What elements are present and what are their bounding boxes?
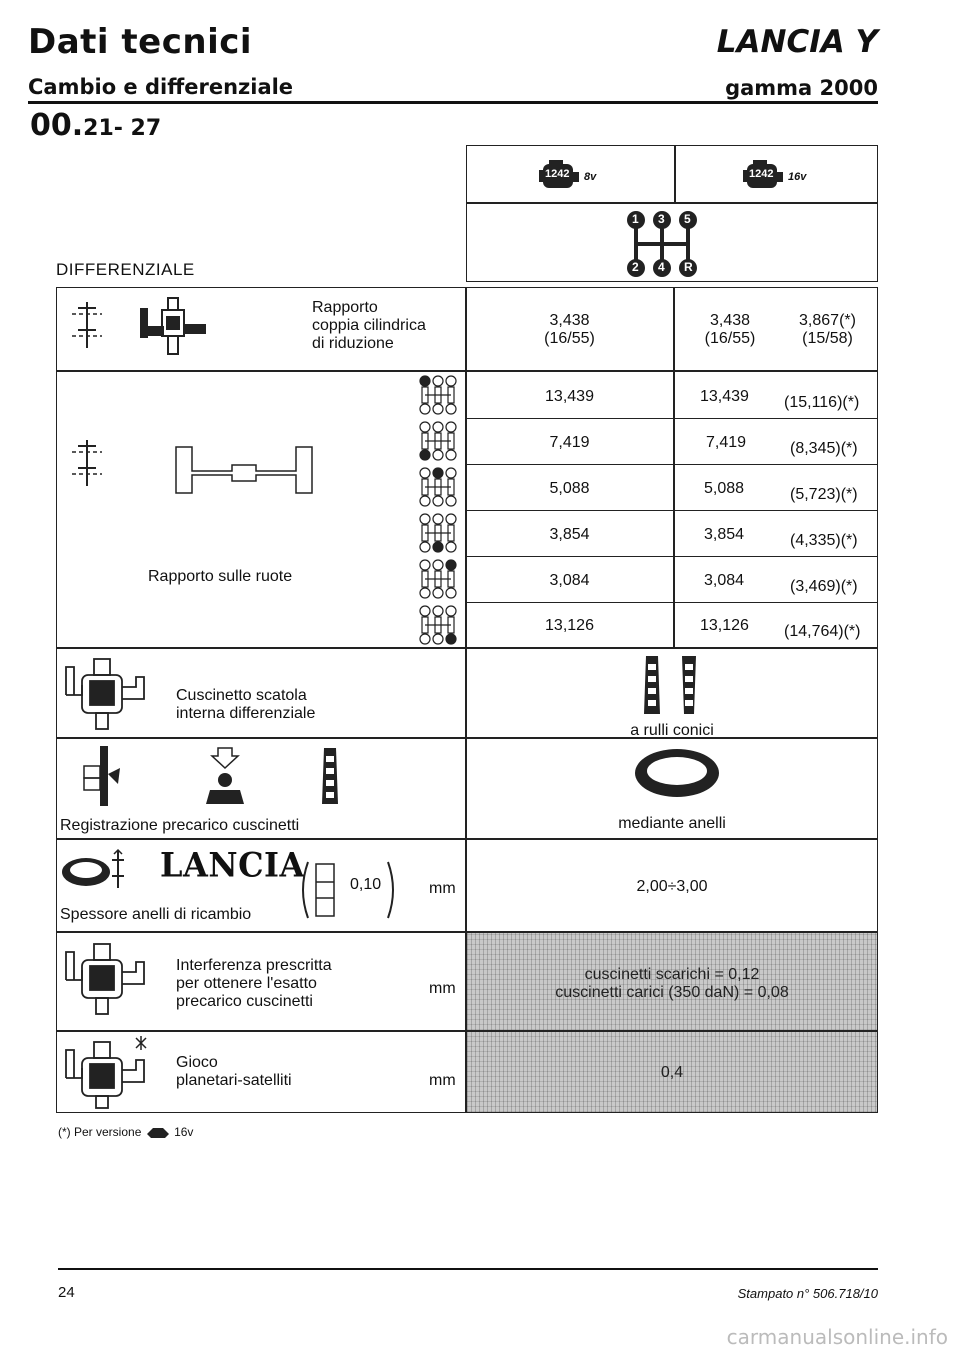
- interference-label-line2: per ottenere l'esatto: [176, 975, 317, 992]
- engine-8v-code: 1242: [545, 168, 570, 180]
- ratio-gear2-8v: 7,419: [549, 434, 590, 451]
- shim-ring-icon: [632, 746, 722, 800]
- engine-header-table: [466, 145, 878, 282]
- interference-value: [467, 966, 877, 1002]
- interference-value-line1: cuscinetti scarichi = 0,12: [584, 966, 760, 983]
- ratio-gear1-16v: 13,439: [700, 388, 749, 405]
- wheel-ratio-label: Rapporto sulle ruote: [148, 568, 293, 585]
- shim-thickness-icon: [60, 848, 130, 890]
- header-rule: [28, 101, 878, 104]
- footnote: [58, 1125, 193, 1140]
- gear-pattern-4-icon: [418, 513, 458, 553]
- final-drive-16v: [680, 312, 780, 348]
- backlash-label-line1: Gioco: [176, 1054, 218, 1071]
- differential-case-icon: [60, 940, 150, 1016]
- final-drive-label-line3: di riduzione: [312, 335, 394, 352]
- gear-pattern-3-icon: [418, 467, 458, 507]
- shaft-symbol-icon: [70, 300, 104, 350]
- model-range: gamma 2000: [725, 76, 878, 100]
- bearing-label-line2: interna differenziale: [176, 705, 316, 722]
- gear-label-1: 1: [632, 212, 639, 226]
- ratio-gear5-16v-alt: (3,469)(*): [790, 578, 858, 595]
- ratio-gear2-16v-alt: (8,345)(*): [790, 440, 858, 457]
- lancia-logo: LANCIA: [160, 845, 305, 885]
- bearing-ring-icon: [320, 746, 350, 806]
- engine-8v-valves: 8v: [584, 171, 597, 183]
- ratio-gearr-16v: 13,126: [700, 617, 749, 634]
- gear-pattern-5-icon: [418, 559, 458, 599]
- page-number: 24: [58, 1284, 75, 1301]
- shim-unit: mm: [429, 880, 456, 897]
- final-drive-16v-alt-ratio: (15/58): [802, 330, 853, 347]
- bearing-label-line1: Cuscinetto scatola: [176, 687, 307, 704]
- final-drive-label: [312, 299, 426, 353]
- gear-pattern-r-icon: [418, 605, 458, 645]
- differential-case-icon: [60, 655, 150, 731]
- bearing-puller-icon: [80, 746, 140, 806]
- gear-label-3: 3: [658, 212, 665, 226]
- brand-name: LANCIA Y: [716, 24, 878, 60]
- interference-unit: mm: [429, 980, 456, 997]
- gear-shift-diagram: [622, 208, 722, 278]
- final-drive-label-line2: coppia cilindrica: [312, 317, 426, 334]
- gear-label-2: 2: [632, 260, 639, 274]
- engine-16v-cell: [675, 146, 879, 202]
- final-drive-8v-ratio: (16/55): [544, 330, 595, 347]
- shim-value: 2,00÷3,00: [636, 878, 708, 895]
- final-drive-8v: [466, 312, 673, 348]
- section-code-rest: 21- 27: [83, 116, 162, 141]
- gear-pattern-1-icon: [418, 375, 458, 415]
- ratio-gear4-16v-alt: (4,335)(*): [790, 532, 858, 549]
- shaft-symbol-icon: [70, 438, 104, 488]
- gear-label-4: 4: [658, 260, 665, 274]
- section-code-main: 00.: [30, 108, 84, 143]
- watermark: carmanualsonline.info: [726, 1325, 948, 1349]
- shim-label: Spessore anelli di ricambio: [60, 906, 252, 923]
- ratio-gear3-16v-alt: (5,723)(*): [790, 486, 858, 503]
- final-drive-16v-alt: [780, 312, 875, 348]
- axle-shaft-icon: [172, 443, 322, 497]
- section-title: DIFFERENZIALE: [56, 260, 195, 279]
- operator-press-icon: [200, 746, 250, 806]
- interference-label-line1: Interferenza prescritta: [176, 957, 332, 974]
- footnote-prefix: (*) Per versione: [58, 1125, 142, 1139]
- document-title: Dati tecnici: [28, 22, 253, 62]
- preload-value: mediante anelli: [618, 815, 726, 832]
- gear-label-r: R: [684, 260, 693, 274]
- final-drive-8v-value: 3,438: [549, 312, 590, 329]
- ratio-gear5-16v: 3,084: [704, 572, 745, 589]
- engine-8v-cell: [467, 146, 674, 202]
- engine-small-icon: [145, 1126, 171, 1140]
- backlash-value: 0,4: [660, 1064, 684, 1081]
- final-drive-16v-ratio: (16/55): [704, 330, 756, 347]
- backlash-unit: mm: [429, 1072, 456, 1089]
- final-drive-label-line1: Rapporto: [312, 299, 378, 316]
- ratio-gear1-8v: 13,439: [545, 388, 594, 405]
- final-drive-16v-alt-value: 3,867(*): [799, 312, 856, 329]
- document-subtitle: Cambio e differenziale: [28, 75, 294, 99]
- bearing-label: [176, 687, 315, 723]
- engine-16v-code: 1242: [749, 168, 774, 180]
- ratio-gear2-16v: 7,419: [706, 434, 747, 451]
- bearing-value: a rulli conici: [630, 722, 714, 739]
- tapered-roller-bearing-icon: [640, 652, 710, 718]
- gear-pattern-2-icon: [418, 421, 458, 461]
- interference-label-line3: precarico cuscinetti: [176, 993, 313, 1010]
- ratio-gear5-8v: 3,084: [549, 572, 590, 589]
- footer-rule: [58, 1268, 878, 1270]
- shim-step-bracket: [296, 860, 400, 920]
- differential-gears-icon: [60, 1034, 156, 1110]
- engine-16v-valves: 16v: [788, 171, 807, 183]
- gear-label-5: 5: [684, 212, 691, 226]
- ratio-gearr-16v-alt: (14,764)(*): [784, 623, 861, 640]
- preload-label: Registrazione precarico cuscinetti: [60, 817, 300, 834]
- interference-value-line2: cuscinetti carici (350 daN) = 0,08: [555, 984, 789, 1001]
- backlash-label: [176, 1054, 292, 1090]
- ratio-gearr-8v: 13,126: [545, 617, 594, 634]
- shim-step-value: 0,10: [350, 876, 382, 893]
- ratio-gear3-8v: 5,088: [549, 480, 590, 497]
- ratio-gear4-16v: 3,854: [704, 526, 745, 543]
- ratio-gear4-8v: 3,854: [549, 526, 590, 543]
- backlash-label-line2: planetari-satelliti: [176, 1072, 292, 1089]
- ratio-gear1-16v-alt: (15,116)(*): [784, 394, 860, 411]
- ratio-gear3-16v: 5,088: [704, 480, 745, 497]
- interference-label: [176, 957, 332, 1011]
- print-reference: Stampato n° 506.718/10: [737, 1286, 878, 1301]
- differential-gear-icon: [140, 296, 210, 358]
- final-drive-16v-value: 3,438: [709, 312, 751, 329]
- section-code: [30, 108, 161, 143]
- footnote-suffix: 16v: [174, 1125, 194, 1139]
